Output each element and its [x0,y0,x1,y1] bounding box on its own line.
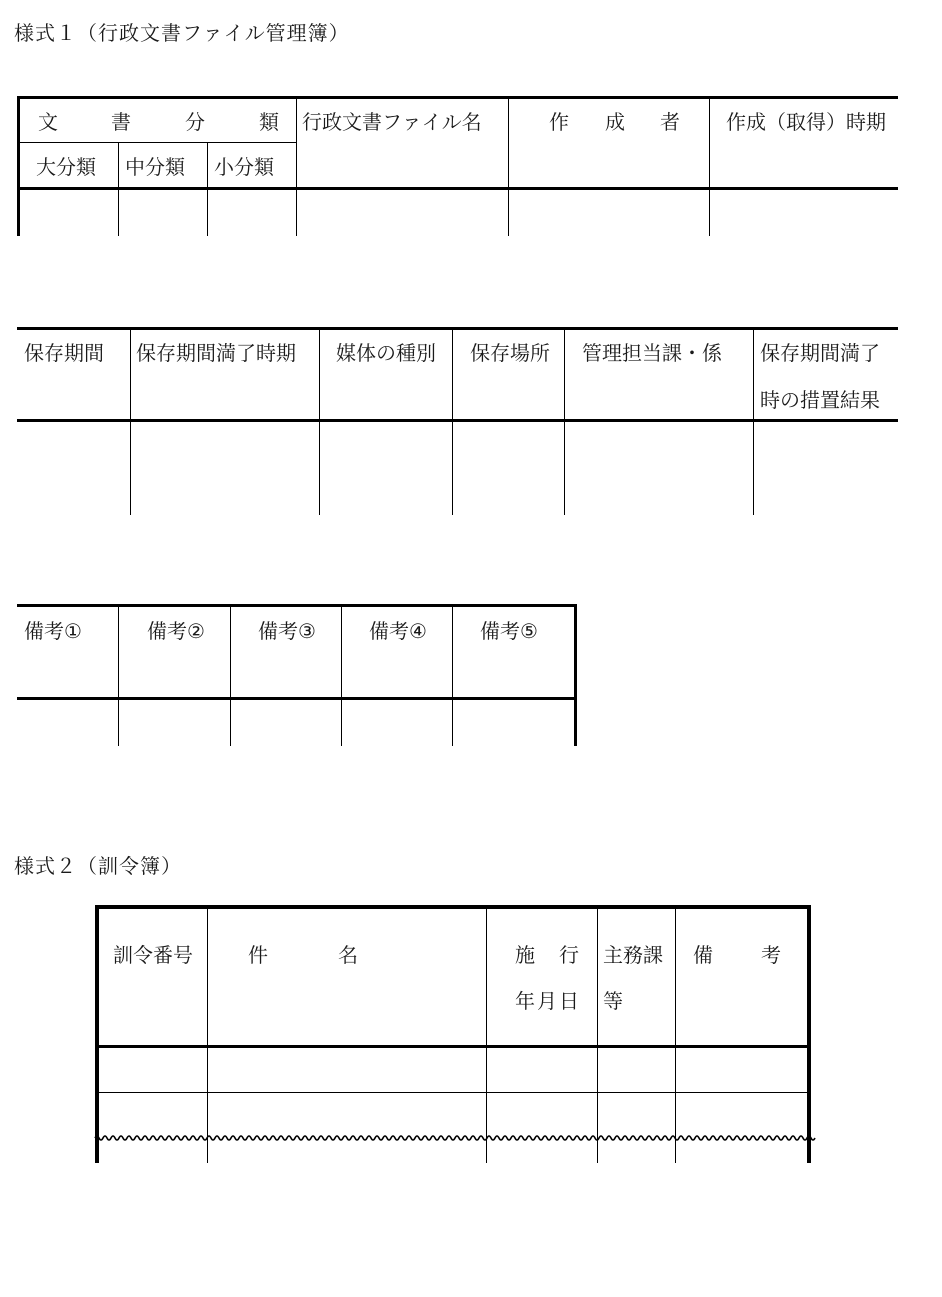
table-b-divider [319,327,320,515]
table-a-header-bottom-border [17,187,898,190]
header-remarks-char: 考 [761,943,781,967]
header-remarks-4: 備考④ [369,619,427,643]
table-a-left-border [17,96,20,236]
form2-table-break-line [95,1133,811,1143]
table-b-divider [452,327,453,515]
header-creation-date: 作成（取得）時期 [726,110,886,134]
header-remarks-3: 備考③ [258,619,316,643]
form2-title: 様式２（訓令簿） [14,854,182,878]
header-remarks-1: 備考① [24,619,82,643]
form2-table-left-border [95,905,99,1163]
header-enforcement-date: 年月日 [515,989,581,1013]
header-media-type: 媒体の種別 [336,341,436,365]
form2-table-divider [597,905,598,1163]
header-responsible-dept-line1: 主務課 [603,943,663,967]
header-remarks-char: 備 [693,943,713,967]
header-remarks-5: 備考⑤ [480,619,538,643]
header-file-name: 行政文書ファイル名 [302,110,482,134]
header-minor-category: 小分類 [214,155,274,179]
table-c-divider [118,604,119,746]
header-enforcement-char: 施 [515,943,535,967]
header-classification-char: 文 [38,110,58,134]
header-subject-char: 名 [338,943,358,967]
header-enforcement-char: 行 [559,943,579,967]
table-b-divider [130,327,131,515]
table-c-divider [341,604,342,746]
table-a-top-border [17,96,898,99]
table-a-divider [118,142,119,236]
header-classification-char: 類 [259,110,279,134]
header-major-category: 大分類 [36,155,96,179]
header-author-char: 作 [549,110,569,134]
form2-table-divider [207,905,208,1163]
header-classification-char: 分 [185,110,205,134]
table-b-divider [753,327,754,515]
form2-table-divider [675,905,676,1163]
header-responsible-dept-line2: 等 [603,989,623,1013]
table-a-divider [508,96,509,236]
header-remarks-2: 備考② [147,619,205,643]
form2-table-header-bottom-border [95,1045,811,1048]
header-classification-char: 書 [111,110,131,134]
form2-table-right-border [807,905,811,1163]
table-a-divider [296,96,297,236]
header-expiry-action-line1: 保存期間満了 [760,341,880,365]
header-managing-section: 管理担当課・係 [582,341,722,365]
header-subject-char: 件 [248,943,268,967]
form2-table-row-line [95,1092,811,1093]
header-retention-period: 保存期間 [24,341,104,365]
header-author-char: 者 [660,110,680,134]
header-author-char: 成 [605,110,625,134]
table-c-top-border [17,604,577,607]
form1-title: 様式１（行政文書ファイル管理簿） [14,21,350,45]
header-storage-location: 保存場所 [470,341,550,365]
header-directive-number: 訓令番号 [113,943,193,967]
table-a-divider [207,142,208,236]
table-c-header-bottom-border [17,697,577,700]
form2-table-top-border [95,905,811,909]
table-b-top-border [17,327,898,330]
table-a-subheader-line [17,142,297,143]
table-b-header-bottom-border [17,419,898,422]
table-c-divider [452,604,453,746]
form2-table-divider [486,905,487,1163]
header-expiry-action-line2: 時の措置結果 [760,388,880,412]
header-retention-expiry: 保存期間満了時期 [136,341,296,365]
header-middle-category: 中分類 [125,155,185,179]
table-b-divider [564,327,565,515]
table-c-right-border [574,604,577,746]
table-a-divider [709,96,710,236]
table-c-divider [230,604,231,746]
